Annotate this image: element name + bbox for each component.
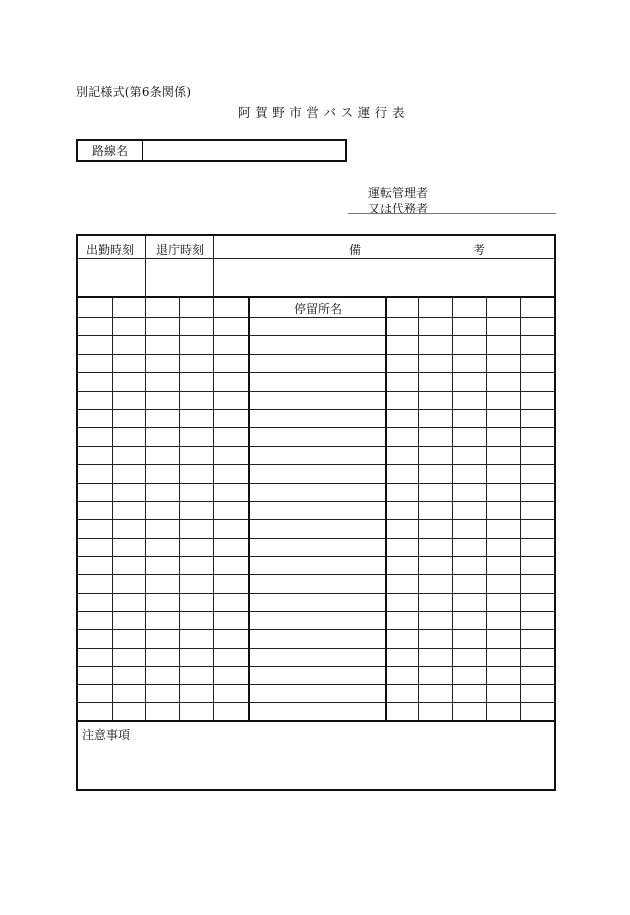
grid-row-line <box>78 427 554 428</box>
notes-field[interactable] <box>78 741 554 787</box>
leaving-time-field[interactable] <box>146 259 212 295</box>
route-name-box <box>76 139 347 162</box>
grid-row-line <box>78 629 554 630</box>
stop-name-header: 停留所名 <box>294 302 343 316</box>
grid-row-line <box>78 446 554 447</box>
grid-row-line <box>78 574 554 575</box>
grid-row-line <box>78 519 554 520</box>
form-number: 別記様式(第6条関係) <box>76 85 192 99</box>
grid-row-line <box>78 317 554 318</box>
grid-column-line <box>418 297 419 720</box>
manager-label: 運転管理者 <box>368 186 429 200</box>
manager-signature-line[interactable] <box>348 213 556 214</box>
grid-column-line <box>179 297 180 720</box>
grid-row-line <box>78 702 554 703</box>
grid-column-line <box>520 297 521 720</box>
grid-row-line <box>78 483 554 484</box>
grid-row-line <box>78 335 554 336</box>
grid-column-line <box>486 297 487 720</box>
time-section-bottom-line <box>78 296 554 298</box>
grid-row-line <box>78 556 554 557</box>
leaving-time-header: 退庁時刻 <box>156 243 205 257</box>
grid-row-line <box>78 391 554 392</box>
departure-time-field[interactable] <box>78 259 144 295</box>
remarks-field[interactable] <box>214 259 554 295</box>
departure-time-header: 出勤時刻 <box>86 243 135 257</box>
grid-row-line <box>78 372 554 373</box>
grid-row-line <box>78 538 554 539</box>
grid-row-line <box>78 611 554 612</box>
grid-column-line <box>452 297 453 720</box>
grid-column-line <box>385 297 387 720</box>
grid-row-line <box>78 464 554 465</box>
grid-row-line <box>78 354 554 355</box>
manager-sub-label: 又は代務者 <box>368 202 429 216</box>
document-title: 阿賀野市営バス運行表 <box>238 105 410 120</box>
grid-row-line <box>78 684 554 685</box>
grid-row-line <box>78 666 554 667</box>
grid-column-line <box>145 297 146 720</box>
route-name-label: 路線名 <box>78 141 143 160</box>
grid-column-line <box>112 297 113 720</box>
grid-row-line <box>78 593 554 594</box>
grid-column-line <box>213 297 214 720</box>
grid-row-line <box>78 409 554 410</box>
schedule-table <box>76 234 556 791</box>
remarks-header: 備 考 <box>349 243 539 257</box>
grid-row-line <box>78 501 554 502</box>
grid-row-line <box>78 648 554 649</box>
notes-label: 注意事項 <box>82 728 131 742</box>
grid-column-line <box>248 297 250 720</box>
route-name-field[interactable] <box>143 141 345 160</box>
grid-bottom-line <box>78 720 554 722</box>
